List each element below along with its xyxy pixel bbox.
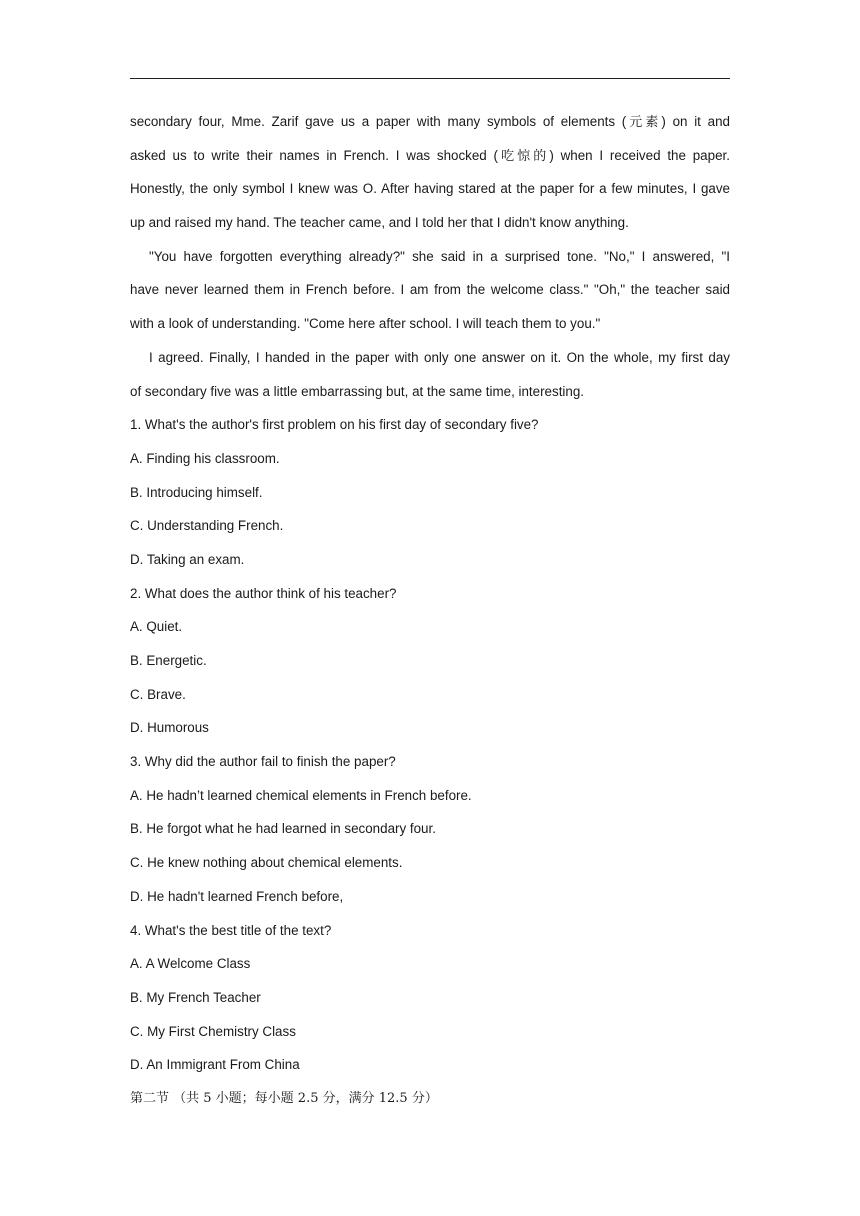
question-option: D. Humorous	[130, 720, 209, 736]
question-option: B. Energetic.	[130, 653, 207, 668]
passage-line: have never learned them in French before. I am from the welcome class." "Oh," the teacher said	[130, 282, 730, 298]
question-option: D. An Immigrant From China	[130, 1057, 300, 1073]
passage-line: "You have forgotten everything already?" she said in a surprised tone. "No," I answered, "I	[149, 248, 730, 264]
question-3	[130, 745, 730, 913]
header-rule	[130, 78, 730, 79]
question-option: B. My French Teacher	[130, 989, 261, 1005]
question-option: A. Finding his classroom.	[130, 450, 280, 466]
passage-line: secondary four, Mme. Zarif gave us a paper with many symbols of elements (元素) on it and	[130, 114, 730, 130]
document-body	[130, 105, 730, 1116]
question-option: C. Understanding French.	[130, 518, 284, 534]
passage-line: asked us to write their names in French. I was shocked (吃惊的) when I received the paper.	[130, 147, 730, 164]
question-stem: 2. What does the author think of his teacher?	[130, 585, 397, 601]
question-option: B. Introducing himself.	[130, 484, 263, 500]
question-option: A. Quiet.	[130, 619, 183, 635]
question-option: C. Brave.	[130, 686, 186, 702]
question-1	[130, 408, 730, 576]
question-stem: 1. What's the author's first problem on his first day of secondary five?	[130, 417, 539, 433]
question-option: D. He hadn't learned French before,	[130, 888, 344, 904]
passage-paragraph-3	[130, 341, 730, 408]
passage-line: I agreed. Finally, I handed in the paper with only one answer on it. On the whole, my first day	[149, 349, 730, 365]
section-title: 第二节 （共 5 小题；每小题 2.5 分，满分 12.5 分）	[130, 1090, 438, 1106]
question-2	[130, 577, 730, 745]
question-option: C. My First Chemistry Class	[130, 1023, 296, 1039]
passage-line: up and raised my hand. The teacher came, and I told her that I didn't know anything.	[130, 215, 629, 231]
question-stem: 4. What's the best title of the text?	[130, 922, 332, 938]
passage-paragraph-2	[130, 240, 730, 341]
passage-line: with a look of understanding. "Come here after school. I will teach them to you."	[130, 316, 601, 332]
question-option: B. He forgot what he had learned in secondary four.	[130, 821, 436, 837]
question-option: D. Taking an exam.	[130, 551, 245, 567]
question-option: C. He knew nothing about chemical elements.	[130, 855, 403, 871]
question-stem: 3. Why did the author fail to finish the paper?	[130, 754, 396, 770]
passage-line: of secondary five was a little embarrassing but, at the same time, interesting.	[130, 383, 585, 399]
passage-line: Honestly, the only symbol I knew was O. After having stared at the paper for a few minutes, I gave	[130, 181, 730, 197]
question-option: A. A Welcome Class	[130, 956, 251, 972]
question-option: A. He hadn’t learned chemical elements in French before.	[130, 787, 472, 803]
passage-paragraph-1	[130, 105, 730, 240]
question-4	[130, 914, 730, 1082]
